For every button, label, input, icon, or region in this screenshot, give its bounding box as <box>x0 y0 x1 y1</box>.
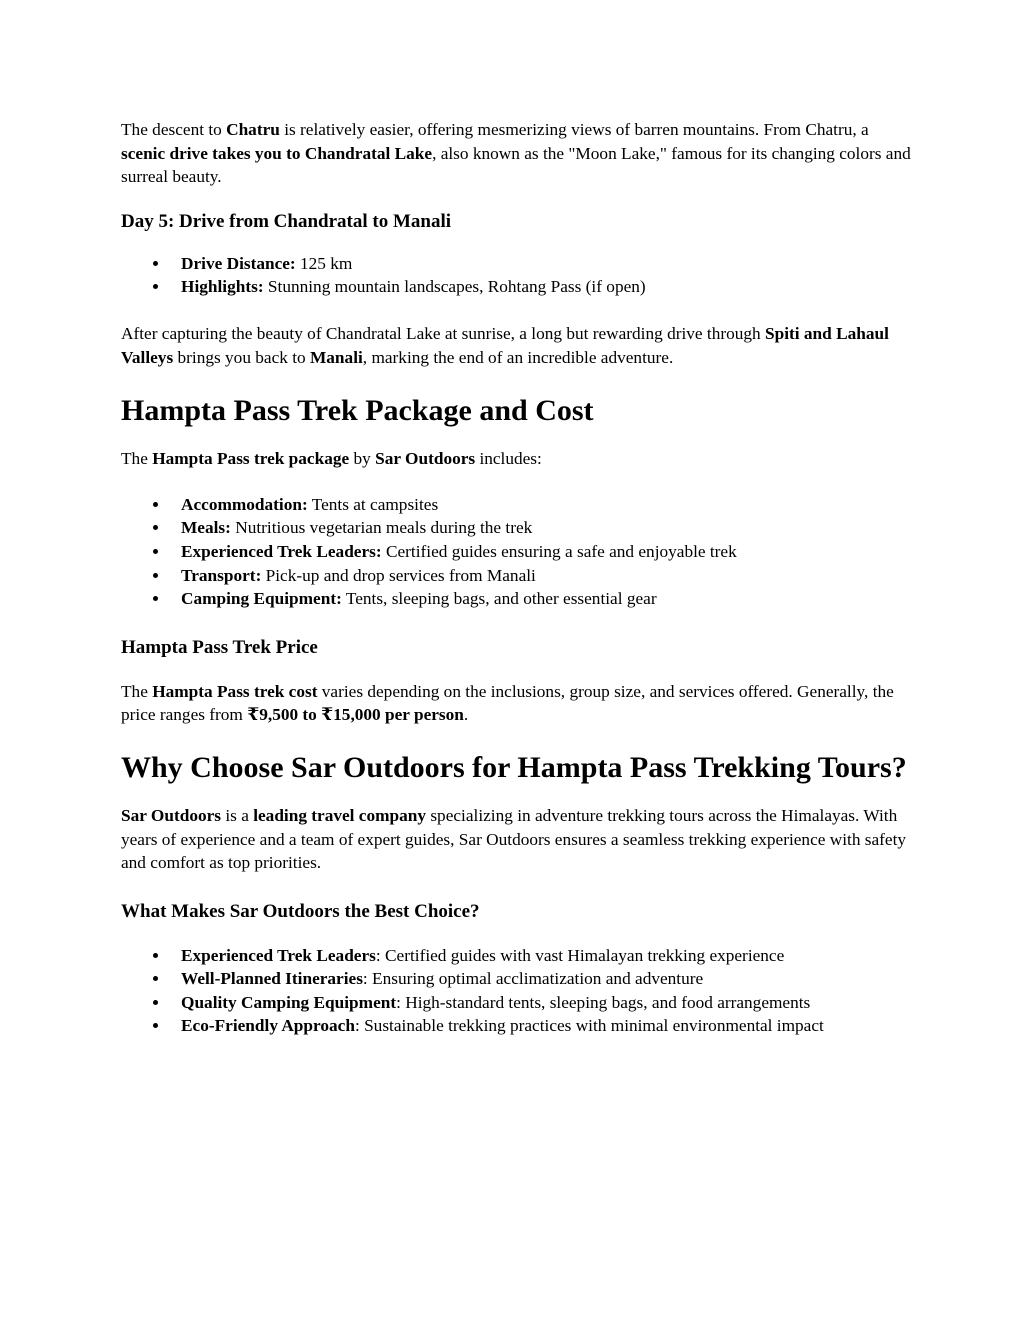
company-bold: Sar Outdoors <box>375 449 476 469</box>
paragraph-text: is a <box>221 805 254 825</box>
paragraph-text: includes: <box>475 449 542 469</box>
list-item <box>181 275 911 299</box>
item-text: : Sustainable trekking practices with minimal environmental impact <box>354 1016 824 1036</box>
price-heading: Hampta Pass Trek Price <box>121 636 318 658</box>
intro-paragraph <box>121 118 911 189</box>
company-bold: Sar Outdoors <box>121 805 222 825</box>
manali-bold: Manali <box>309 347 363 367</box>
day5-paragraph <box>121 322 911 369</box>
intro-text: is relatively easier, offering mesmerizing views of barren mountains. From Chatru, a <box>279 120 869 139</box>
paragraph-text: brings you back to <box>173 347 310 367</box>
list-item <box>181 516 911 540</box>
item-text: Pick-up and drop services from Manali <box>261 565 536 585</box>
sar-paragraph <box>121 804 911 875</box>
item-text: : High-standard tents, sleeping bags, and food arrangements <box>396 992 811 1012</box>
item-text: Certified guides ensuring a safe and enjoyable trek <box>381 541 737 561</box>
cost-bold: Hampta Pass trek cost <box>152 681 318 701</box>
paragraph-text: After capturing the beauty of Chandratal Lake at sunrise, a long but rewarding drive through <box>121 323 765 343</box>
paragraph-text: by <box>349 449 376 469</box>
list-item <box>181 493 911 517</box>
paragraph-text: The <box>121 449 153 469</box>
chatru-bold: Chatru <box>226 120 280 139</box>
scenic-drive-bold: scenic drive takes you to Chandratal Lake <box>121 143 433 163</box>
item-text: Stunning mountain landscapes, Rohtang Pass (if open) <box>263 277 646 297</box>
day5-list <box>121 252 911 299</box>
item-label: Highlights: <box>181 277 264 297</box>
package-bold: Hampta Pass trek package <box>152 449 350 469</box>
item-label: Experienced Trek Leaders: <box>181 541 382 561</box>
item-label: Drive Distance: <box>181 253 296 273</box>
list-item <box>181 1014 911 1038</box>
item-label: Quality Camping Equipment <box>181 992 397 1012</box>
item-label: Camping Equipment: <box>181 589 342 609</box>
item-label: Transport: <box>181 565 262 585</box>
best-choice-heading: What Makes Sar Outdoors the Best Choice? <box>121 900 480 922</box>
list-item <box>181 540 911 564</box>
item-label: Accommodation: <box>181 494 308 514</box>
why-heading: Why Choose Sar Outdoors for Hampta Pass Trekking Tours? <box>121 750 907 784</box>
paragraph-text: varies depending on the inclusions, group size, and services offered. Generally, the price ranges from <box>121 681 894 725</box>
list-item <box>181 944 911 968</box>
list-item <box>181 587 911 611</box>
item-text: : Ensuring optimal acclimatization and adventure <box>362 969 704 989</box>
paragraph-text: The <box>121 681 153 701</box>
list-item <box>181 991 911 1015</box>
best-choice-list <box>121 944 911 1038</box>
package-heading: Hampta Pass Trek Package and Cost <box>121 394 594 428</box>
item-text: Nutritious vegetarian meals during the trek <box>230 518 533 538</box>
price-range-bold: ₹9,500 to ₹15,000 per person <box>247 705 464 725</box>
item-text: 125 km <box>295 253 353 273</box>
price-paragraph <box>121 680 911 727</box>
paragraph-text: , marking the end of an incredible adventure. <box>362 347 674 367</box>
intro-text: , also known as the "Moon Lake," famous for its changing colors and surreal beauty. <box>121 143 911 187</box>
paragraph-text: . <box>463 705 469 725</box>
paragraph-text: specializing in adventure trekking tours across the Himalayas. With years of experience and a team of expert guides, Sar Outdoors ensures a seamless trekking experience with safety and comfort as top priorities. <box>121 805 907 873</box>
item-label: Meals: <box>181 518 231 538</box>
day5-heading: Day 5: Drive from Chandratal to Manali <box>121 210 452 232</box>
item-text: Tents, sleeping bags, and other essential gear <box>341 589 657 609</box>
list-item <box>181 967 911 991</box>
package-intro <box>121 447 911 471</box>
item-text: : Certified guides with vast Himalayan trekking experience <box>375 945 785 965</box>
item-label: Experienced Trek Leaders <box>181 945 376 965</box>
intro-text: The descent to <box>121 120 227 139</box>
document-page <box>121 118 911 1038</box>
item-text: Tents at campsites <box>307 494 439 514</box>
leading-company-bold: leading travel company <box>253 805 427 825</box>
item-label: Eco-Friendly Approach <box>181 1016 355 1036</box>
list-item <box>181 252 911 276</box>
package-list <box>121 493 911 611</box>
valleys-bold: Spiti and Lahaul Valleys <box>121 323 889 367</box>
list-item <box>181 564 911 588</box>
item-label: Well-Planned Itineraries <box>181 969 363 989</box>
